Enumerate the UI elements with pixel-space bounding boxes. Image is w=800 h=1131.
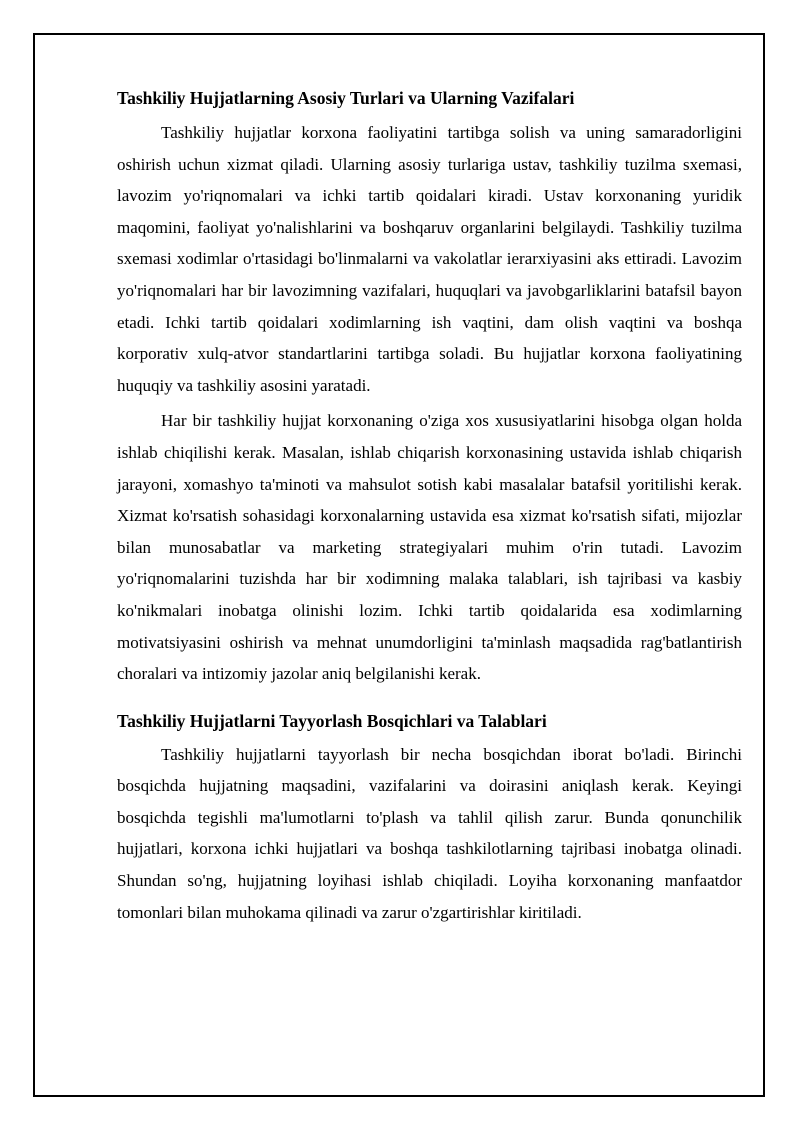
paragraph-types-overview: Tashkiliy hujjatlar korxona faoliyatini tartibga solish va uning samaradorligini oshirish uchun xizmat qiladi. Ularning asosiy turlariga ustav, tashkiliy tuzilma sxemasi, lavozim yo'riqnomalari va ichki tartib qoidalari kiradi. Ustav korxonaning yuridik maqomini, faoliyat yo'nalishlarini va boshqaruv organlarini belgilaydi. Tashkiliy tuzilma sxemasi xodimlar o'rtasidagi bo'linmalarni va vakolatlar ierarxiyasini aks ettiradi. Lavozim yo'riqnomalari har bir lavozimning vazifalari, huquqlari va javobgarliklarini batafsil bayon etadi. Ichki tartib qoidalari xodimlarning ish vaqtini, dam olish vaqtini va boshqa korporativ xulq-atvor standartlarini tartibga soladi. Bu hujjatlar korxona faoliyatining huquqiy va tashkiliy asosini yaratadi. bbox=[117, 123, 742, 395]
document-body bbox=[117, 84, 742, 928]
section-heading-preparation: Tashkiliy Hujjatlarni Tayyorlash Bosqichlari va Talablari bbox=[117, 710, 547, 731]
paragraph-preparation-stages: Tashkiliy hujjatlarni tayyorlash bir necha bosqichdan iborat bo'ladi. Birinchi bosqichda hujjatning maqsadini, vazifalarini va doirasini aniqlash kerak. Keyingi bosqichda tegishli ma'lumotlarni to'plash va tahlil qilish zarur. Bunda qonunchilik hujjatlari, korxona ichki hujjatlari va boshqa tashkilotlarning tajribasi inobatga olinadi. Shundan so'ng, hujjatning loyihasi ishlab chiqiladi. Loyiha korxonaning manfaatdor tomonlari bilan muhokama qilinadi va zarur o'zgartirishlar kiritiladi. bbox=[117, 744, 742, 922]
section-heading-types: Tashkiliy Hujjatlarning Asosiy Turlari va Ularning Vazifalari bbox=[117, 88, 575, 108]
paragraph-types-specifics: Har bir tashkiliy hujjat korxonaning o'ziga xos xususiyatlarini hisobga olgan holda ishlab chiqilishi kerak. Masalan, ishlab chiqarish korxonasining ustavida ishlab chiqarish jarayoni, xomashyo ta'minoti va mahsulot sotish kabi masalalar batafsil yoritilishi kerak. Xizmat ko'rsatish sohasidagi korxonalarning ustavida esa xizmat ko'rsatish sifati, mijozlar bilan munosabatlar va marketing strategiyalari muhim o'rin tutadi. Lavozim yo'riqnomalarini tuzishda har bir xodimning malaka talablari, ish tajribasi va kasbiy ko'nikmalari inobatga olinishi lozim. Ichki tartib qoidalarida esa xodimlarning motivatsiyasini oshirish va mehnat unumdorligini ta'minlash maqsadida rag'batlantirish choralari va intizomiy jazolar aniq belgilanishi kerak. bbox=[117, 411, 742, 684]
